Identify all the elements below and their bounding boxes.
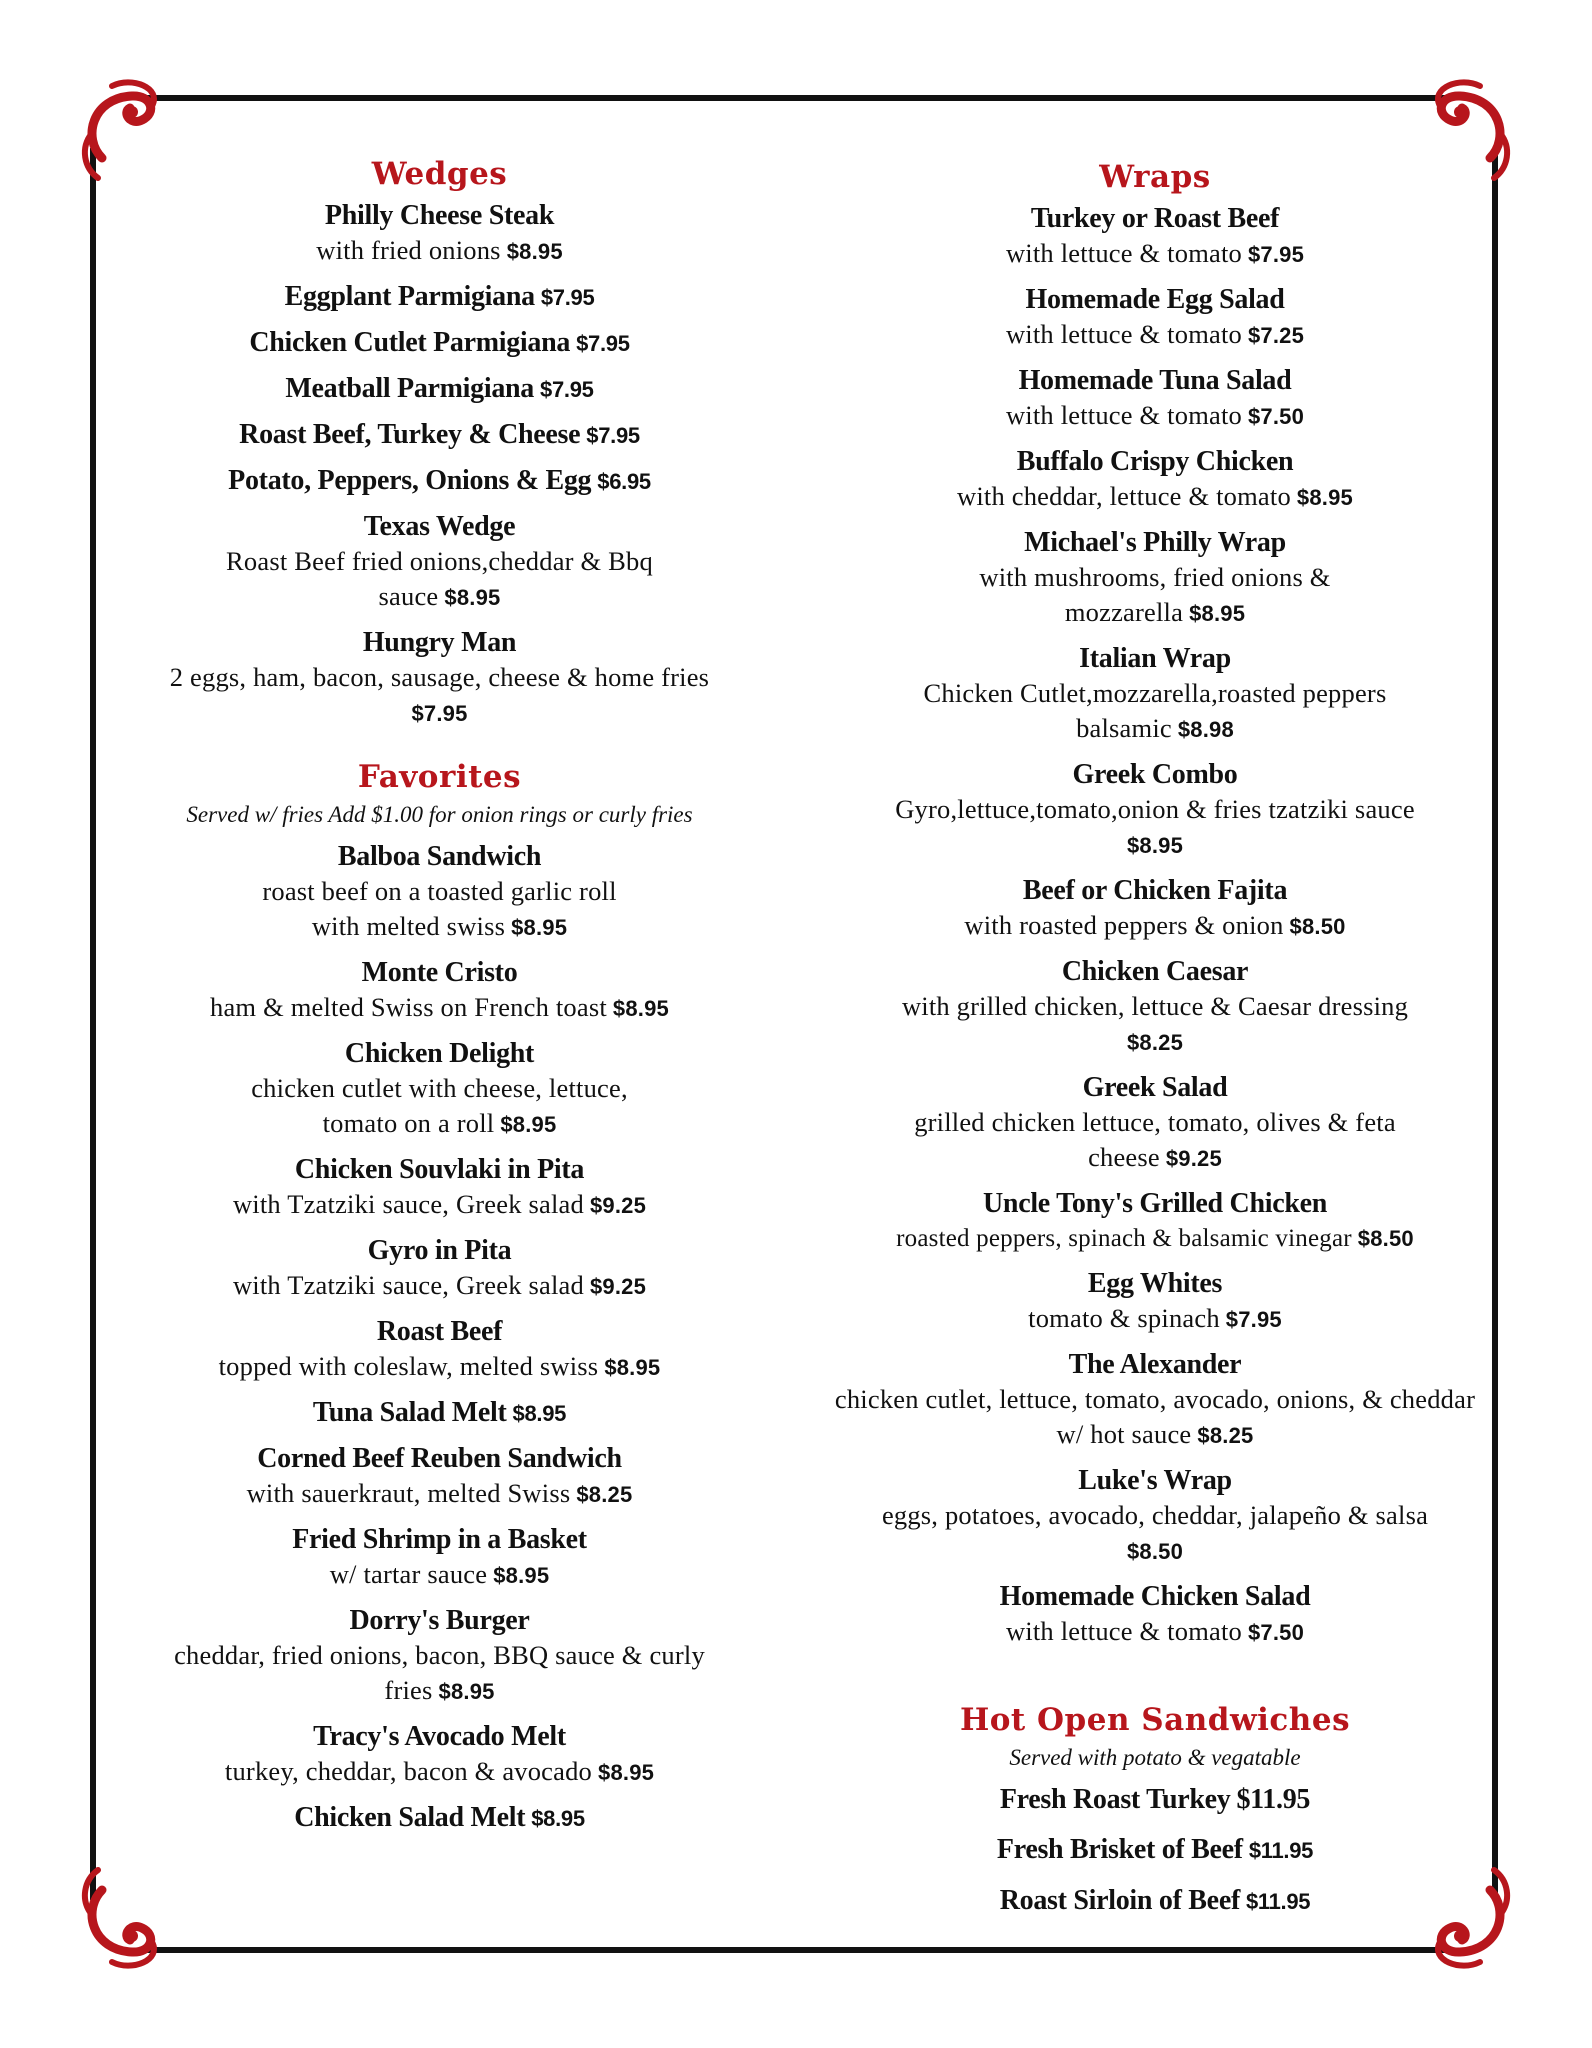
section-title-favorites: Favorites: [357, 759, 522, 795]
item-desc: with mushrooms, fried onions & mozzarella: [979, 562, 1331, 627]
item-name: Chicken Delight: [344, 1038, 535, 1069]
menu-item: [830, 1580, 1480, 1650]
item-name: Tuna Salad Melt: [312, 1397, 507, 1428]
item-name: Dorry's Burger: [349, 1605, 530, 1636]
item-desc: with grilled chicken, lettuce & Caesar dressing: [901, 991, 1409, 1021]
item-desc: cheddar, fried onions, bacon, BBQ sauce & curly fries: [174, 1640, 705, 1705]
item-price: $7.95: [540, 377, 594, 402]
item-price: $7.50: [1247, 1620, 1305, 1645]
menu-item: [112, 956, 767, 1026]
item-price: $6.95: [597, 469, 651, 494]
menu-item: [830, 874, 1480, 944]
item-price: $7.95: [1247, 242, 1305, 267]
menu-item: [112, 626, 767, 731]
item-desc: chicken cutlet, lettuce, tomato, avocado, onions, & cheddar w/ hot sauce: [834, 1384, 1476, 1449]
item-price: $8.95: [511, 915, 568, 940]
item-desc: ham & melted Swiss on French toast: [210, 992, 607, 1022]
menu-item: [830, 1464, 1480, 1569]
menu-item: [112, 1801, 767, 1836]
menu-item: [830, 955, 1480, 1060]
item-name: Roast Beef, Turkey & Cheese: [239, 419, 581, 450]
item-desc: with sauerkraut, melted Swiss: [246, 1478, 571, 1508]
item-price: $8.95: [506, 239, 563, 264]
menu-item: [112, 199, 767, 269]
item-desc: with lettuce & tomato: [1005, 1616, 1242, 1646]
item-price: $8.98: [1177, 717, 1234, 742]
menu-item: [830, 445, 1480, 515]
item-price: $8.95: [500, 1112, 557, 1137]
menu-item: [830, 1833, 1480, 1868]
item-name: Turkey or Roast Beef: [1030, 203, 1280, 234]
item-desc: grilled chicken lettuce, tomato, olives & feta cheese: [914, 1107, 1396, 1172]
item-name: Texas Wedge: [363, 511, 516, 542]
item-desc: topped with coleslaw, melted swiss: [218, 1351, 599, 1381]
item-price: $7.95: [586, 423, 640, 448]
item-name: Homemade Egg Salad: [1025, 284, 1285, 315]
menu-item: [112, 1720, 767, 1790]
menu-item: [112, 1037, 767, 1142]
item-desc: with Tzatziki sauce, Greek salad: [232, 1270, 584, 1300]
section-note: Served with potato & vegatable: [1009, 1745, 1301, 1770]
item-price: $11.95: [1236, 1784, 1311, 1815]
item-desc: roast beef on a toasted garlic roll with melted swiss: [262, 876, 617, 941]
item-desc: Roast Beef fried onions,cheddar & Bbq sauce: [226, 546, 653, 611]
menu-item: [112, 326, 767, 361]
menu-item: [112, 280, 767, 315]
item-name: Philly Cheese Steak: [324, 200, 555, 231]
item-name: Tracy's Avocado Melt: [313, 1721, 566, 1752]
item-desc: Gyro,lettuce,tomato,onion & fries tzatziki sauce: [895, 794, 1415, 824]
item-price: $8.95: [531, 1806, 585, 1831]
menu-item: [112, 1234, 767, 1304]
item-price: $7.95: [1225, 1307, 1282, 1332]
item-desc: with cheddar, lettuce & tomato: [957, 481, 1291, 511]
item-name: Potato, Peppers, Onions & Egg: [228, 465, 592, 496]
item-price: $8.95: [604, 1355, 661, 1380]
item-name: Luke's Wrap: [1078, 1465, 1232, 1496]
item-desc: tomato & spinach: [1028, 1303, 1220, 1333]
item-desc: roasted peppers, spinach & balsamic vinegar: [896, 1225, 1352, 1252]
item-name: Greek Salad: [1082, 1072, 1228, 1103]
item-price: $8.95: [1126, 833, 1184, 858]
item-desc: turkey, cheddar, bacon & avocado: [224, 1756, 593, 1786]
item-price: $11.95: [1248, 1838, 1314, 1863]
menu-item: [830, 202, 1480, 272]
menu-item: [830, 1884, 1480, 1919]
flourish-bottom-left-icon: [72, 1850, 192, 1970]
item-name: Chicken Souvlaki in Pita: [294, 1154, 585, 1185]
item-desc: with lettuce & tomato: [1005, 319, 1242, 349]
menu-item: [830, 1267, 1480, 1337]
item-price: $8.95: [493, 1563, 550, 1588]
item-name: Balboa Sandwich: [337, 841, 542, 872]
item-name: Michael's Philly Wrap: [1024, 527, 1286, 558]
menu-item: [830, 283, 1480, 353]
item-name: Uncle Tony's Grilled Chicken: [983, 1188, 1327, 1219]
item-price: $8.25: [1126, 1030, 1184, 1055]
item-price: $8.50: [1289, 914, 1346, 939]
item-desc: with Tzatziki sauce, Greek salad: [232, 1189, 584, 1219]
item-desc: with lettuce & tomato: [1005, 400, 1242, 430]
item-desc: 2 eggs, ham, bacon, sausage, cheese & home fries: [169, 662, 710, 692]
item-price: $9.25: [1165, 1146, 1222, 1171]
item-price: $8.95: [1296, 485, 1353, 510]
item-price: $8.95: [612, 996, 669, 1021]
menu-item: [830, 1348, 1480, 1453]
item-price: $8.25: [1197, 1423, 1254, 1448]
item-name: Roast Sirloin of Beef: [999, 1885, 1240, 1916]
menu-item: [112, 1396, 767, 1431]
menu-item: [112, 1523, 767, 1593]
item-price: $7.95: [540, 285, 595, 310]
item-name: Beef or Chicken Fajita: [1022, 875, 1288, 906]
item-desc: w/ tartar sauce: [329, 1559, 488, 1589]
item-price: $8.95: [438, 1679, 495, 1704]
item-price: $8.25: [576, 1482, 633, 1507]
menu-item: [112, 1153, 767, 1223]
menu-item: [112, 840, 767, 945]
menu-item: [112, 418, 767, 453]
item-name: Fried Shrimp in a Basket: [292, 1524, 587, 1555]
menu-item: [830, 1071, 1480, 1176]
item-price: $8.95: [1189, 601, 1246, 626]
menu-item: [830, 1187, 1480, 1256]
menu-item: [112, 1315, 767, 1385]
section-title-hot-open-sandwiches: Hot Open Sandwiches: [959, 1702, 1351, 1738]
item-name: Meatball Parmigiana: [285, 373, 535, 404]
menu-item: [112, 1442, 767, 1512]
item-desc: with lettuce & tomato: [1005, 238, 1242, 268]
item-price: $11.95: [1245, 1889, 1311, 1914]
section-note: Served w/ fries Add $1.00 for onion rings or curly fries: [186, 802, 693, 827]
item-price: $9.25: [589, 1193, 647, 1218]
item-name: Eggplant Parmigiana: [284, 281, 535, 312]
item-desc: with fried onions: [316, 235, 501, 265]
menu-item: [830, 364, 1480, 434]
menu-item: [830, 526, 1480, 631]
item-price: $8.50: [1357, 1226, 1414, 1251]
item-name: Fresh Roast Turkey: [999, 1784, 1231, 1815]
menu-item: [112, 1604, 767, 1709]
item-name: Corned Beef Reuben Sandwich: [257, 1443, 622, 1474]
item-desc: chicken cutlet with cheese, lettuce, tomato on a roll: [251, 1073, 628, 1138]
item-name: Hungry Man: [362, 627, 517, 658]
item-price: $7.95: [576, 331, 630, 356]
item-name: Italian Wrap: [1079, 643, 1231, 674]
item-name: Chicken Salad Melt: [294, 1802, 526, 1833]
item-name: Homemade Chicken Salad: [999, 1581, 1311, 1612]
item-price: $8.95: [512, 1401, 567, 1426]
menu-item: [112, 464, 767, 499]
item-desc: Chicken Cutlet,mozzarella,roasted peppers balsamic: [923, 678, 1387, 743]
section-title-wedges: Wedges: [371, 156, 508, 192]
menu-item: [112, 372, 767, 407]
menu-item: [830, 642, 1480, 747]
item-name: The Alexander: [1068, 1349, 1242, 1380]
section-title-wraps: Wraps: [1099, 159, 1211, 195]
right-column: [830, 158, 1480, 1930]
item-price: $9.25: [589, 1274, 647, 1299]
menu-item: [830, 1783, 1480, 1817]
item-desc: eggs, potatoes, avocado, cheddar, jalapeño & salsa: [881, 1500, 1429, 1530]
item-name: Fresh Brisket of Beef: [996, 1834, 1243, 1865]
item-price: $8.95: [598, 1760, 655, 1785]
item-desc: with roasted peppers & onion: [964, 910, 1284, 940]
item-price: $8.95: [444, 585, 501, 610]
item-name: Chicken Caesar: [1061, 956, 1249, 987]
menu-item: [830, 758, 1480, 863]
item-name: Chicken Cutlet Parmigiana: [249, 327, 571, 358]
item-price: $8.50: [1126, 1539, 1184, 1564]
item-name: Gyro in Pita: [367, 1235, 512, 1266]
item-name: Roast Beef: [376, 1316, 503, 1347]
menu-item: [112, 510, 767, 615]
item-name: Homemade Tuna Salad: [1018, 365, 1292, 396]
item-name: Monte Cristo: [361, 957, 518, 988]
item-price: $7.50: [1247, 404, 1305, 429]
item-price: $7.95: [411, 701, 468, 726]
item-price: $7.25: [1247, 323, 1305, 348]
item-name: Greek Combo: [1072, 759, 1238, 790]
item-name: Buffalo Crispy Chicken: [1016, 446, 1294, 477]
item-name: Egg Whites: [1087, 1268, 1223, 1299]
left-column: [112, 155, 767, 1847]
